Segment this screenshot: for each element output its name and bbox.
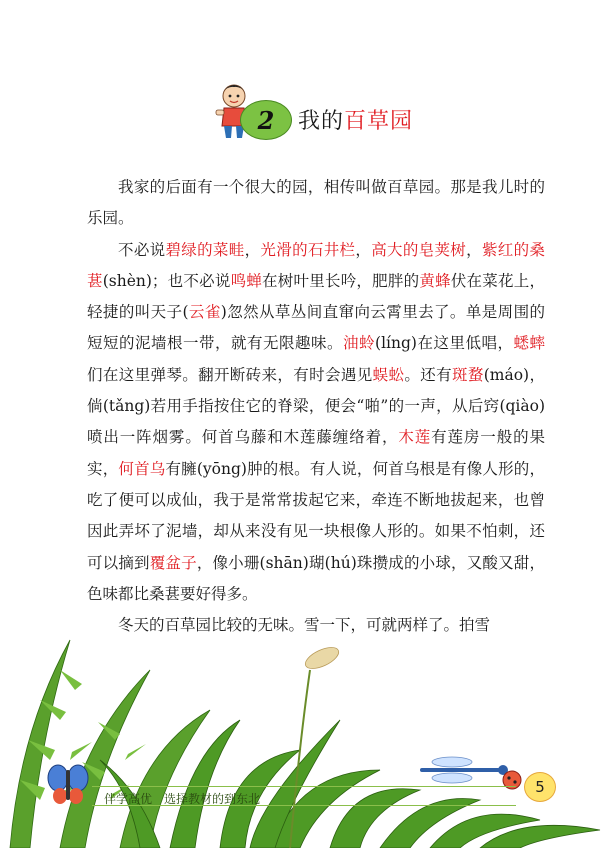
highlighted-term: 何首乌 xyxy=(118,459,166,478)
footer-text: 伴学高优 选择教材的到东北 xyxy=(104,792,261,806)
highlighted-term: 鸣蝉 xyxy=(230,271,263,290)
text-run: (shèn)；也不必说 xyxy=(102,271,231,290)
text-run: ， xyxy=(466,240,482,259)
text-run: 有臃(yōng)肿的根。有人说，何首乌根是有像人形的，吃了便可以成仙，我于是常常拔起它来，牵连不断地拔起来，也曾因此弄坏了泥墙，却从来没有见一块根像人形的。如果不怕刺，还可以摘到 xyxy=(87,459,545,572)
text-run: 们在这里弹琴。翻开断砖来，有时会遇见 xyxy=(87,365,373,384)
highlighted-term: 蟋蟀 xyxy=(513,334,545,353)
highlighted-term: 高大的皂荚树 xyxy=(371,240,467,259)
highlighted-term: 蜈蚣 xyxy=(372,365,405,384)
highlighted-term: 紫红的桑葚 xyxy=(87,240,545,290)
paragraph xyxy=(87,235,545,611)
text-run: ， xyxy=(244,240,261,259)
butterfly-icon xyxy=(48,765,88,804)
text-run: 伏在菜花上，轻捷的叫天子( xyxy=(87,271,545,322)
paragraph xyxy=(87,172,545,235)
text-run: 。还有 xyxy=(404,365,452,384)
highlighted-term: 云雀 xyxy=(188,303,221,322)
text-run: 不必说 xyxy=(118,240,166,259)
lesson-number-badge: 2 xyxy=(240,100,292,140)
text-run: 有莲房一般的果实， xyxy=(87,428,545,478)
highlighted-term: 黄蜂 xyxy=(419,271,451,290)
page-number: 5 xyxy=(524,772,556,802)
text-run: ，像小珊(shān)瑚(hú)珠攒成的小球，又酸又甜，色味都比桑葚要好得多。 xyxy=(87,553,545,603)
lesson-header xyxy=(212,80,512,160)
highlighted-term: 木莲 xyxy=(398,428,432,447)
grass-illustration xyxy=(0,600,604,848)
text-run: ， xyxy=(355,240,372,259)
text-run: 冬天的百草园比较的无味。雪一下，可就两样了。拍雪 xyxy=(118,616,491,635)
highlighted-term: 光滑的石井栏 xyxy=(260,240,356,259)
highlighted-term: 油蛉 xyxy=(343,334,376,353)
text-run: )忽然从草丛间直窜向云霄里去了。单是周围的短短的泥墙根一带，就有无限趣味。 xyxy=(87,303,545,353)
text-run: (líng)在这里低唱， xyxy=(375,334,514,353)
highlighted-term: 覆盆子 xyxy=(149,553,197,572)
highlighted-term: 斑蝥 xyxy=(451,365,484,384)
highlighted-term: 碧绿的菜畦 xyxy=(165,240,245,259)
text-run: 在树叶里长吟，肥胖的 xyxy=(262,271,420,290)
dragonfly-icon xyxy=(420,757,508,783)
text-run: 我家的后面有一个很大的园，相传叫做百草园。那是我儿时的乐园。 xyxy=(87,178,545,228)
text-run: (máo)，倘(tǎng)若用手指按住它的脊梁，便会“啪”的一声，从后窍(qiào)喷出一阵烟雾。何首乌藤和木莲藤缠络着， xyxy=(87,365,545,447)
title-highlight: 百草园 xyxy=(344,109,414,134)
lesson-title xyxy=(298,104,413,135)
body-text xyxy=(87,172,545,641)
title-prefix: 我的 xyxy=(298,109,345,134)
